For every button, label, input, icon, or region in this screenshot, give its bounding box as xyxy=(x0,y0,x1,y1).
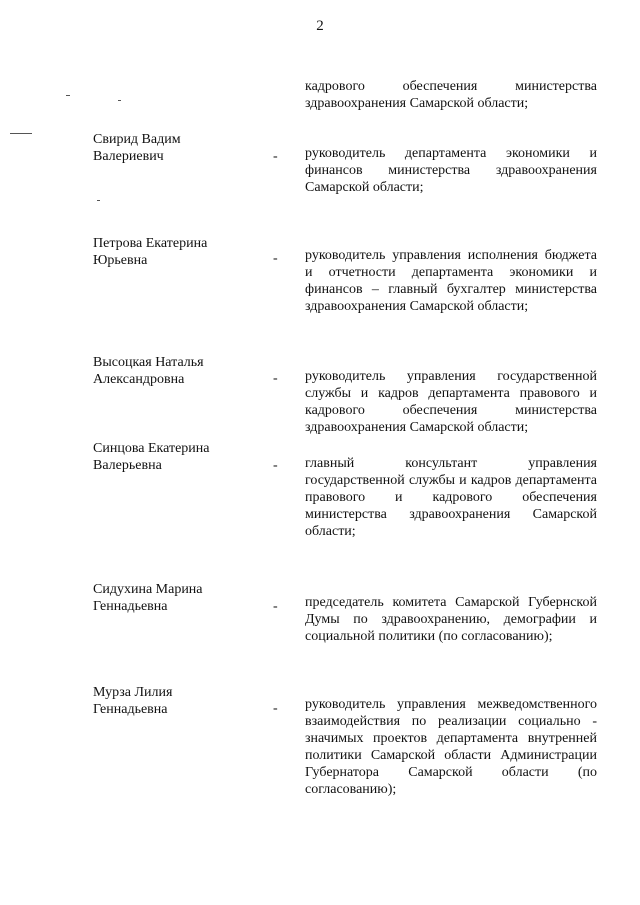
member-name: Мурза Лилия Геннадьевна xyxy=(93,685,173,717)
scan-speck xyxy=(10,133,32,134)
scan-speck xyxy=(118,100,121,101)
member-name: Синцова Екатерина Валерьевна xyxy=(93,441,210,473)
member-name: Петрова Екатерина Юрьевна xyxy=(93,236,208,268)
member-role: председатель комитета Самарской Губернской Думы по здравоохранению, демографии и социальной политики (по согласованию); xyxy=(305,595,597,644)
member-name: Высоцкая Наталья Александровна xyxy=(93,355,204,387)
member-dash: - xyxy=(273,701,278,716)
member-name: Свирид Вадим Валериевич xyxy=(93,132,181,164)
member-dash: - xyxy=(273,149,278,164)
member-dash: - xyxy=(273,251,278,266)
continuation-text: кадрового обеспечения министерства здравоохранения Самарской области; xyxy=(305,79,597,111)
member-role: главный консультант управления государственной службы и кадров департамента правового и кадрового обеспечения министерства здравоохранения Самарской области; xyxy=(305,456,597,539)
member-role: руководитель управления межведомственного взаимодействия по реализации социально - значимых проектов департамента внутренней политики Самарской области Администрации Губернатора Самарской области (по согласованию); xyxy=(305,697,597,797)
scan-speck xyxy=(97,200,100,201)
member-dash: - xyxy=(273,371,278,386)
member-dash: - xyxy=(273,458,278,473)
member-name: Сидухина Марина Геннадьевна xyxy=(93,582,203,614)
member-role: руководитель управления государственной службы и кадров департамента правового и кадрового обеспечения министерства здравоохранения Самарской области; xyxy=(305,369,597,435)
member-role: руководитель департамента экономики и финансов министерства здравоохранения Самарской области; xyxy=(305,146,597,195)
scan-speck xyxy=(66,95,70,96)
member-dash: - xyxy=(273,599,278,614)
member-role: руководитель управления исполнения бюджета и отчетности департамента экономики и финансов – главный бухгалтер министерства здравоохранения Самарской области; xyxy=(305,248,597,314)
page-number: 2 xyxy=(316,18,324,34)
